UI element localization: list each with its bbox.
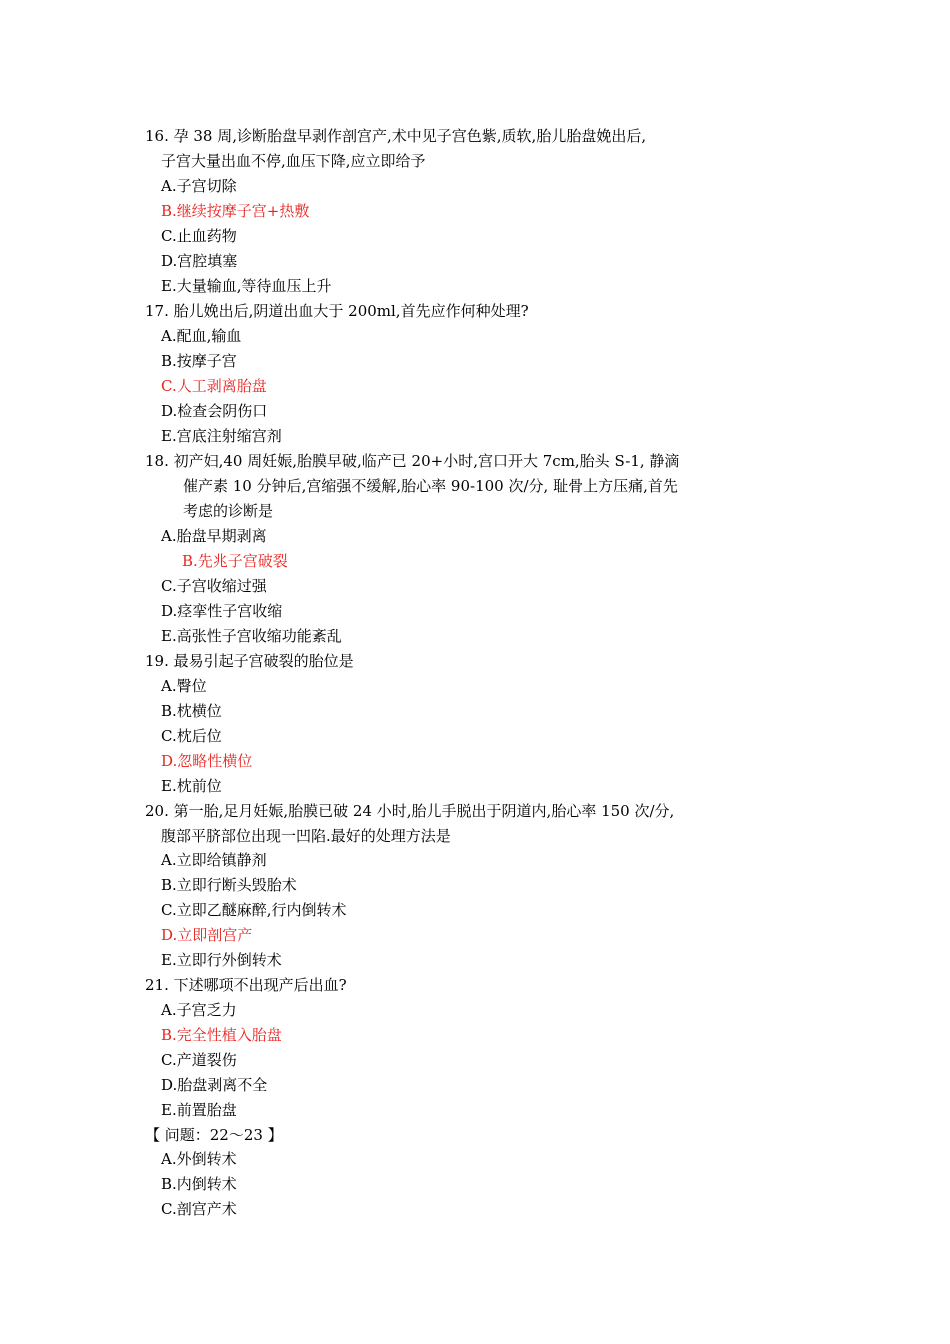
question-20-stem-cont: 腹部平脐部位出现一凹陷.最好的处理方法是 (161, 827, 451, 845)
question-20-option-a: A.立即给镇静剂 (161, 851, 267, 869)
question-group-header: 【 问题：22～23 】 (145, 1126, 283, 1144)
question-19-option-b: B.枕横位 (161, 702, 222, 720)
question-21-option-a: A.子宫乏力 (161, 1001, 237, 1019)
question-group-option-b: B.内倒转术 (161, 1175, 237, 1193)
question-19-option-c: C.枕后位 (161, 727, 222, 745)
question-20-option-c: C.立即乙醚麻醉,行内倒转术 (161, 901, 347, 919)
question-18-option-d: D.痉挛性子宫收缩 (161, 602, 283, 620)
question-18-stem: 18. 初产妇,40 周妊娠,胎膜早破,临产已 20+小时,宫口开大 7cm,胎头 S-1, 静滴 (145, 452, 680, 470)
question-16-stem: 16. 孕 38 周,诊断胎盘早剥作剖宫产,术中见子宫色紫,质软,胎儿胎盘娩出后, (145, 127, 647, 145)
question-17-option-d: D.检查会阴伤口 (161, 402, 268, 420)
question-17-option-c-answer: C.人工剥离胎盘 (161, 377, 267, 395)
question-18-option-c: C.子宫收缩过强 (161, 577, 267, 595)
question-group-option-a: A.外倒转术 (161, 1150, 237, 1168)
question-18-option-e: E.高张性子宫收缩功能紊乱 (161, 627, 342, 645)
question-group-option-c: C.剖宫产术 (161, 1200, 237, 1218)
question-20-stem: 20. 第一胎,足月妊娠,胎膜已破 24 小时,胎儿手脱出于阴道内,胎心率 150 次/分, (145, 802, 675, 820)
question-17-option-a: A.配血,输血 (161, 327, 242, 345)
question-16-option-b-answer: B.继续按摩子宫+热敷 (161, 202, 310, 220)
question-21-option-e: E.前置胎盘 (161, 1101, 237, 1119)
question-19-option-d-answer: D.忽略性横位 (161, 752, 253, 770)
question-21-option-d: D.胎盘剥离不全 (161, 1076, 268, 1094)
question-21-stem: 21. 下述哪项不出现产后出血? (145, 976, 347, 994)
question-16-option-a: A.子宫切除 (161, 177, 237, 195)
question-21-option-b-answer: B.完全性植入胎盘 (161, 1026, 282, 1044)
question-16-option-e: E.大量输血,等待血压上升 (161, 277, 332, 295)
question-16-stem-cont: 子宫大量出血不停,血压下降,应立即给予 (161, 152, 426, 170)
question-19-option-a: A.臀位 (161, 677, 207, 695)
question-18-stem-cont2: 考虑的诊断是 (183, 502, 274, 520)
question-20-option-b: B.立即行断头毁胎术 (161, 876, 297, 894)
question-20-option-d-answer: D.立即剖宫产 (161, 926, 253, 944)
question-20-option-e: E.立即行外倒转术 (161, 951, 282, 969)
question-17-option-b: B.按摩子宫 (161, 352, 237, 370)
question-19-option-e: E.枕前位 (161, 777, 222, 795)
question-19-stem: 19. 最易引起子宫破裂的胎位是 (145, 652, 354, 670)
question-21-option-c: C.产道裂伤 (161, 1051, 237, 1069)
question-17-stem: 17. 胎儿娩出后,阴道出血大于 200ml,首先应作何种处理? (145, 302, 529, 320)
question-18-stem-cont: 催产素 10 分钟后,宫缩强不缓解,胎心率 90-100 次/分, 耻骨上方压痛,首先 (183, 477, 678, 495)
question-17-option-e: E.宫底注射缩宫剂 (161, 427, 282, 445)
question-18-option-a: A.胎盘早期剥离 (161, 527, 267, 545)
question-18-option-b-answer: B.先兆子宫破裂 (182, 552, 288, 570)
question-16-option-c: C.止血药物 (161, 227, 237, 245)
question-16-option-d: D.宫腔填塞 (161, 252, 238, 270)
